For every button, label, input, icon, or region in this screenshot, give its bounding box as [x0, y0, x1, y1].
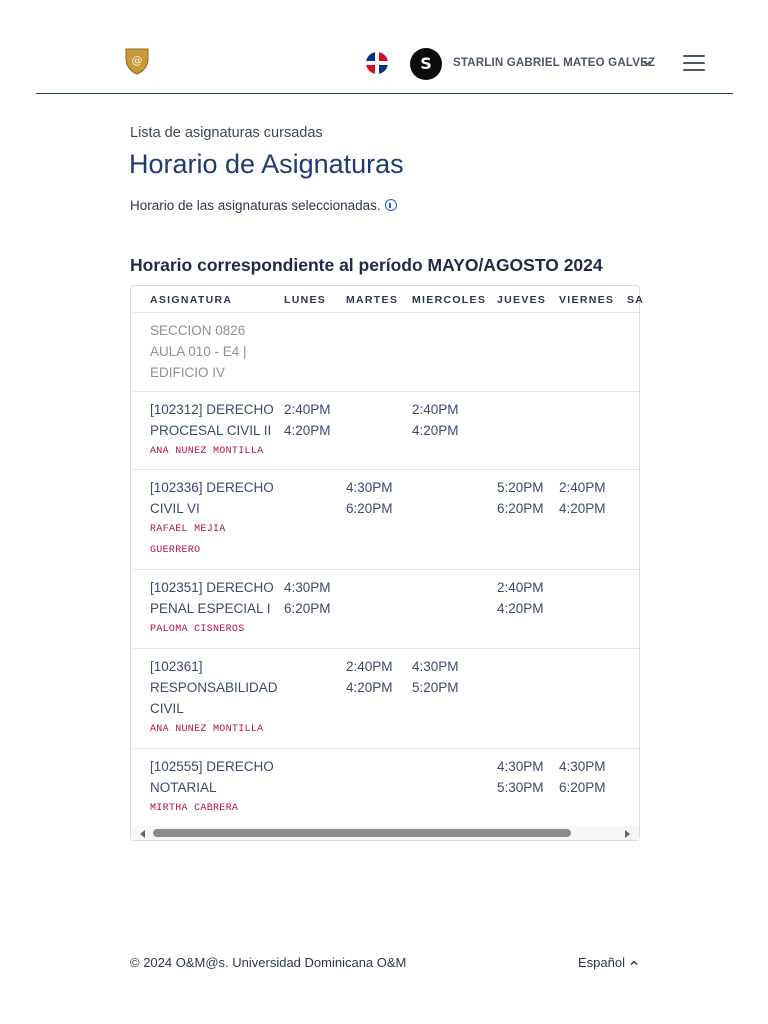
- avatar[interactable]: S: [410, 48, 442, 80]
- table-row: [131, 749, 639, 828]
- time-cell-martes: [346, 656, 393, 698]
- table-row: [131, 392, 639, 470]
- breadcrumb: Lista de asignaturas cursadas: [130, 125, 323, 141]
- professor-name: GUERRERO: [150, 545, 201, 556]
- subject-name: [102555] DERECHO: [150, 759, 274, 774]
- time-value: 5:30PM: [497, 780, 544, 795]
- language-label[interactable]: Español: [578, 955, 625, 970]
- svg-text:@: @: [131, 54, 143, 67]
- time-value: 4:30PM: [412, 659, 459, 674]
- schedule-table: [130, 285, 645, 841]
- section-title: Horario correspondiente al período MAYO/AGOSTO 2024: [130, 255, 603, 275]
- professor-name: ANA NUNEZ MONTILLA: [150, 446, 264, 457]
- time-cell-lunes: [284, 577, 331, 619]
- subject-name: NOTARIAL: [150, 780, 217, 795]
- subject-name: CIVIL: [150, 701, 184, 716]
- time-value: 2:40PM: [497, 580, 544, 595]
- time-value: 4:30PM: [559, 759, 606, 774]
- time-value: 6:20PM: [284, 601, 331, 616]
- table-row: [131, 470, 639, 570]
- subject-cell: [150, 756, 275, 819]
- scrollbar-thumb[interactable]: [153, 829, 571, 837]
- subject-name: PROCESAL CIVIL II: [150, 423, 272, 438]
- time-cell-miercoles: [412, 399, 459, 441]
- professor-name: RAFAEL MEJIA: [150, 524, 226, 535]
- subtitle-text: Horario de las asignaturas seleccionadas.: [130, 198, 381, 213]
- time-value: 4:20PM: [412, 423, 459, 438]
- time-cell-viernes: [559, 756, 606, 798]
- time-value: 2:40PM: [412, 402, 459, 417]
- header-asignatura: ASIGNATURA: [150, 294, 233, 306]
- table-row: [131, 649, 639, 749]
- header-martes: MARTES: [346, 294, 399, 306]
- language-selector[interactable]: [578, 955, 639, 970]
- time-value: 4:20PM: [497, 601, 544, 616]
- time-cell-martes: [346, 477, 393, 519]
- user-name[interactable]: STARLIN GABRIEL MATEO GALVEZ: [453, 57, 656, 69]
- section-line: SECCION 0826: [150, 323, 246, 338]
- time-value: 4:20PM: [346, 680, 393, 695]
- professor-name: ANA NUNEZ MONTILLA: [150, 724, 264, 735]
- header-lunes: LUNES: [284, 294, 327, 306]
- section-line: AULA 010 - E4 |: [150, 344, 247, 359]
- time-value: 4:20PM: [559, 501, 606, 516]
- header-miercoles: MIERCOLES: [412, 294, 487, 306]
- subject-name: PENAL ESPECIAL I: [150, 601, 271, 616]
- table-header: [131, 286, 645, 313]
- professor-name: MIRTHA CABRERA: [150, 803, 239, 814]
- table-row: [131, 570, 639, 649]
- time-value: 2:40PM: [346, 659, 393, 674]
- time-cell-jueves: [497, 577, 544, 619]
- header-viernes: VIERNES: [559, 294, 615, 306]
- time-cell-viernes: [559, 477, 606, 519]
- time-value: 4:30PM: [497, 759, 544, 774]
- time-cell-jueves: [497, 477, 544, 519]
- subject-name: [102312] DERECHO: [150, 402, 274, 417]
- dominican-flag-icon[interactable]: [365, 51, 389, 75]
- top-header: [36, 28, 733, 94]
- page-title: Horario de Asignaturas: [129, 149, 404, 179]
- time-value: 4:30PM: [284, 580, 331, 595]
- subject-name: CIVIL VI: [150, 501, 200, 516]
- subject-name: [102336] DERECHO: [150, 480, 274, 495]
- subject-cell: [150, 399, 275, 462]
- time-value: 5:20PM: [412, 680, 459, 695]
- hamburger-icon[interactable]: [683, 55, 705, 73]
- time-cell-miercoles: [412, 656, 459, 698]
- section-line: EDIFICIO IV: [150, 365, 226, 380]
- time-cell-lunes: [284, 399, 331, 441]
- time-cell-jueves: [497, 756, 544, 798]
- scroll-left-arrow-icon[interactable]: [140, 830, 145, 838]
- subject-cell: [150, 477, 275, 561]
- time-value: 6:20PM: [497, 501, 544, 516]
- time-value: 2:40PM: [559, 480, 606, 495]
- horizontal-scrollbar[interactable]: [131, 826, 639, 840]
- time-value: 6:20PM: [559, 780, 606, 795]
- info-icon[interactable]: [385, 199, 397, 211]
- section-row: [131, 313, 639, 392]
- footer-copyright: © 2024 O&M@s. Universidad Dominicana O&M: [130, 955, 407, 970]
- chevron-down-icon[interactable]: [642, 58, 652, 68]
- time-value: 2:40PM: [284, 402, 331, 417]
- professor-name: PALOMA CISNEROS: [150, 624, 245, 635]
- section-info: [150, 320, 275, 383]
- time-value: 4:20PM: [284, 423, 331, 438]
- chevron-up-icon[interactable]: [629, 958, 639, 968]
- subject-name: RESPONSABILIDAD: [150, 680, 278, 695]
- subject-name: [102361]: [150, 659, 203, 674]
- header-sabado: SA: [627, 294, 645, 306]
- scroll-right-arrow-icon[interactable]: [625, 830, 630, 838]
- page-subtitle: [130, 198, 397, 213]
- subject-cell: [150, 656, 278, 740]
- subject-cell: [150, 577, 275, 640]
- time-value: 6:20PM: [346, 501, 393, 516]
- header-jueves: JUEVES: [497, 294, 547, 306]
- shield-at-icon[interactable]: [124, 47, 150, 75]
- time-value: 5:20PM: [497, 480, 544, 495]
- time-value: 4:30PM: [346, 480, 393, 495]
- subject-name: [102351] DERECHO: [150, 580, 274, 595]
